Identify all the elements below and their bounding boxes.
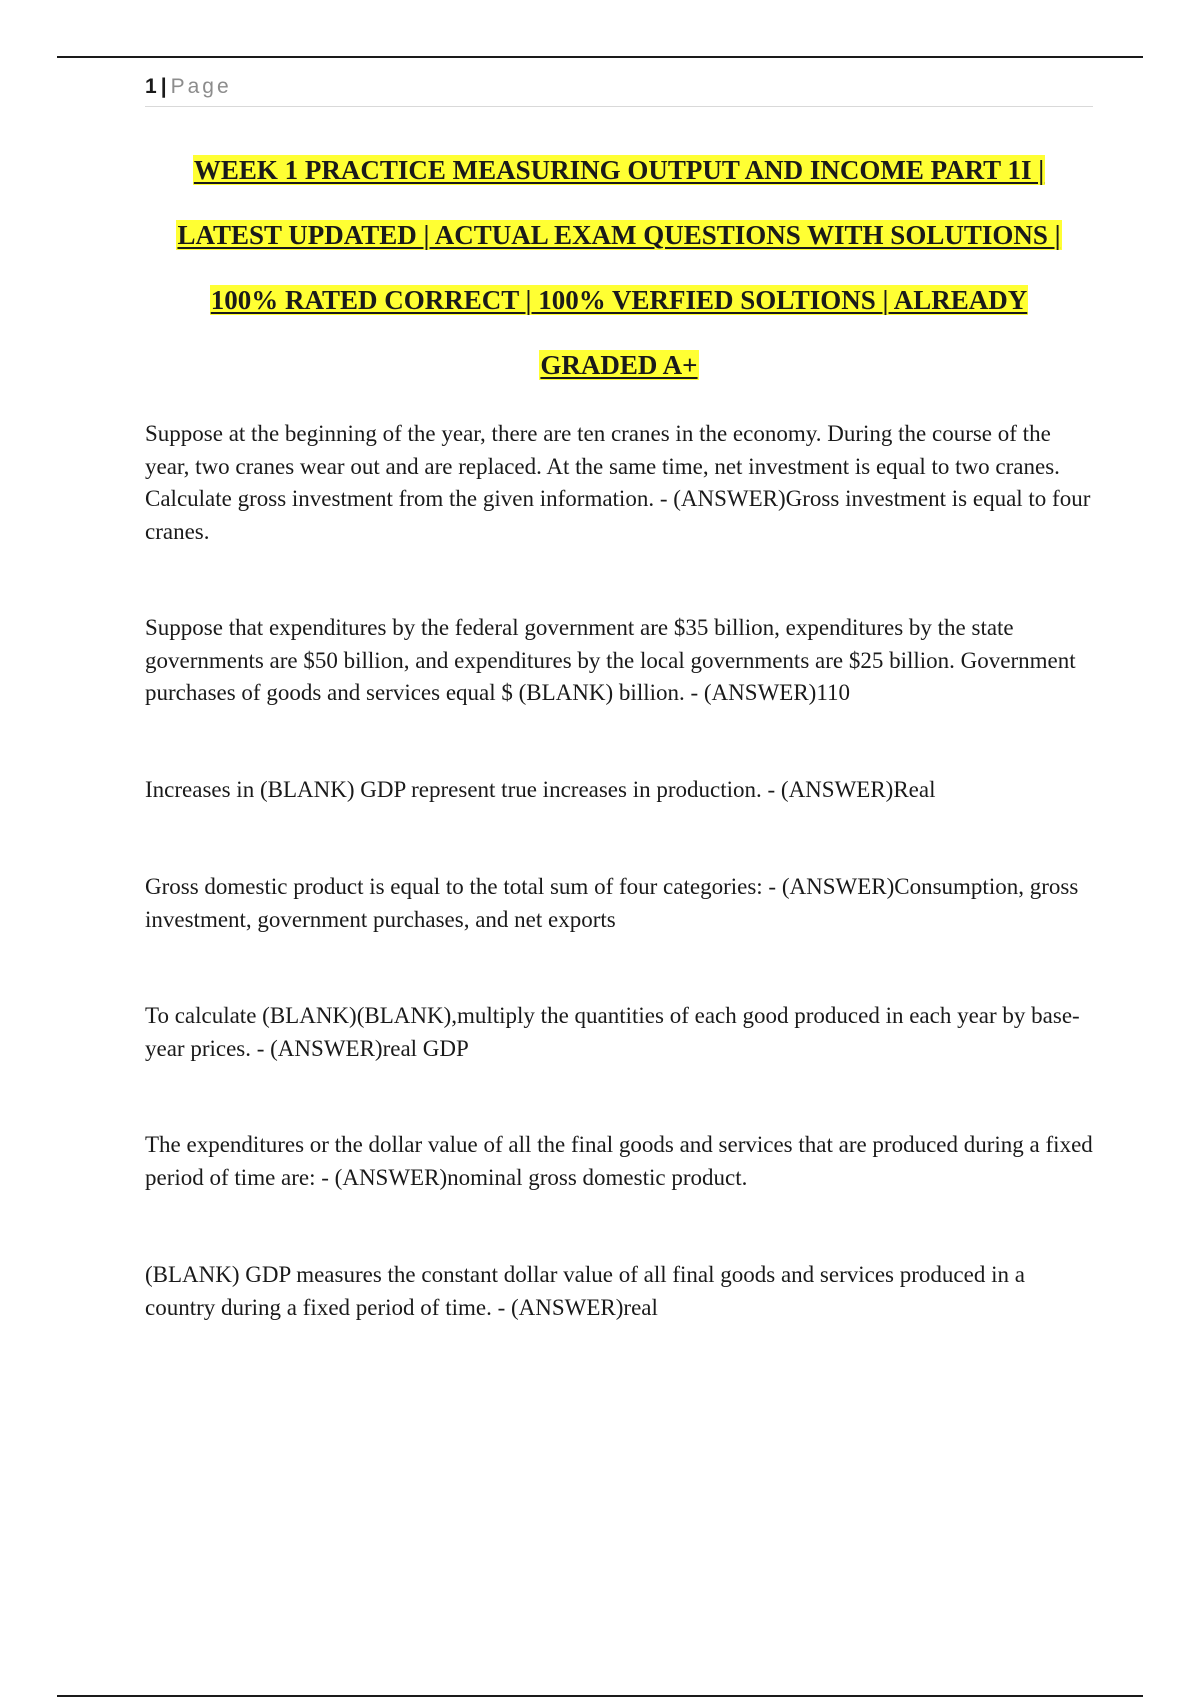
page-label: Page [170, 75, 232, 98]
page-separator: | [160, 75, 167, 98]
question-answer-item: The expenditures or the dollar value of all the final goods and services that are produced during a fixed period of time are: - (ANSWER)nominal gross domestic product. [145, 1132, 1093, 1190]
title-line [145, 268, 1093, 333]
page-header [145, 72, 1093, 107]
page-number: 1 [145, 75, 157, 98]
bottom-rule [57, 1695, 1143, 1697]
question-answer-item: Suppose that expenditures by the federal government are $35 billion, expenditures by the state governments are $50 billion, and expenditures by the local governments are $25 billion. Government purchases of goods and services equal $ (BLANK) billion. - (ANSWER)110 [145, 615, 1076, 705]
document-title [145, 138, 1093, 398]
title-line-text: WEEK 1 PRACTICE MEASURING OUTPUT AND INCOME PART 1I | [193, 155, 1045, 185]
question-answer-item: To calculate (BLANK)(BLANK),multiply the quantities of each good produced in each year by base-year prices. - (ANSWER)real GDP [145, 1003, 1080, 1061]
question-answer-item: Gross domestic product is equal to the total sum of four categories: - (ANSWER)Consumption, gross investment, government purchases, and net exports [145, 874, 1079, 932]
title-line [145, 203, 1093, 268]
title-line-text: LATEST UPDATED | ACTUAL EXAM QUESTIONS WITH SOLUTIONS | [177, 220, 1061, 250]
question-answer-item: Increases in (BLANK) GDP represent true increases in production. - (ANSWER)Real [145, 777, 936, 802]
title-line-text: GRADED A+ [540, 350, 698, 380]
title-line-text: 100% RATED CORRECT | 100% VERFIED SOLTIONS | ALREADY [210, 285, 1028, 315]
question-answer-item: Suppose at the beginning of the year, there are ten cranes in the economy. During the course of the year, two cranes wear out and are replaced. At the same time, net investment is equal to two cranes. Calculate gross investment from the given information. - (ANSWER)Gross investment is equal to four cranes. [145, 421, 1091, 544]
title-line [145, 138, 1093, 203]
question-answer-item: (BLANK) GDP measures the constant dollar value of all final goods and services produced in a country during a fixed period of time. - (ANSWER)real [145, 1262, 1025, 1320]
top-rule [57, 56, 1143, 58]
title-line [145, 333, 1093, 398]
